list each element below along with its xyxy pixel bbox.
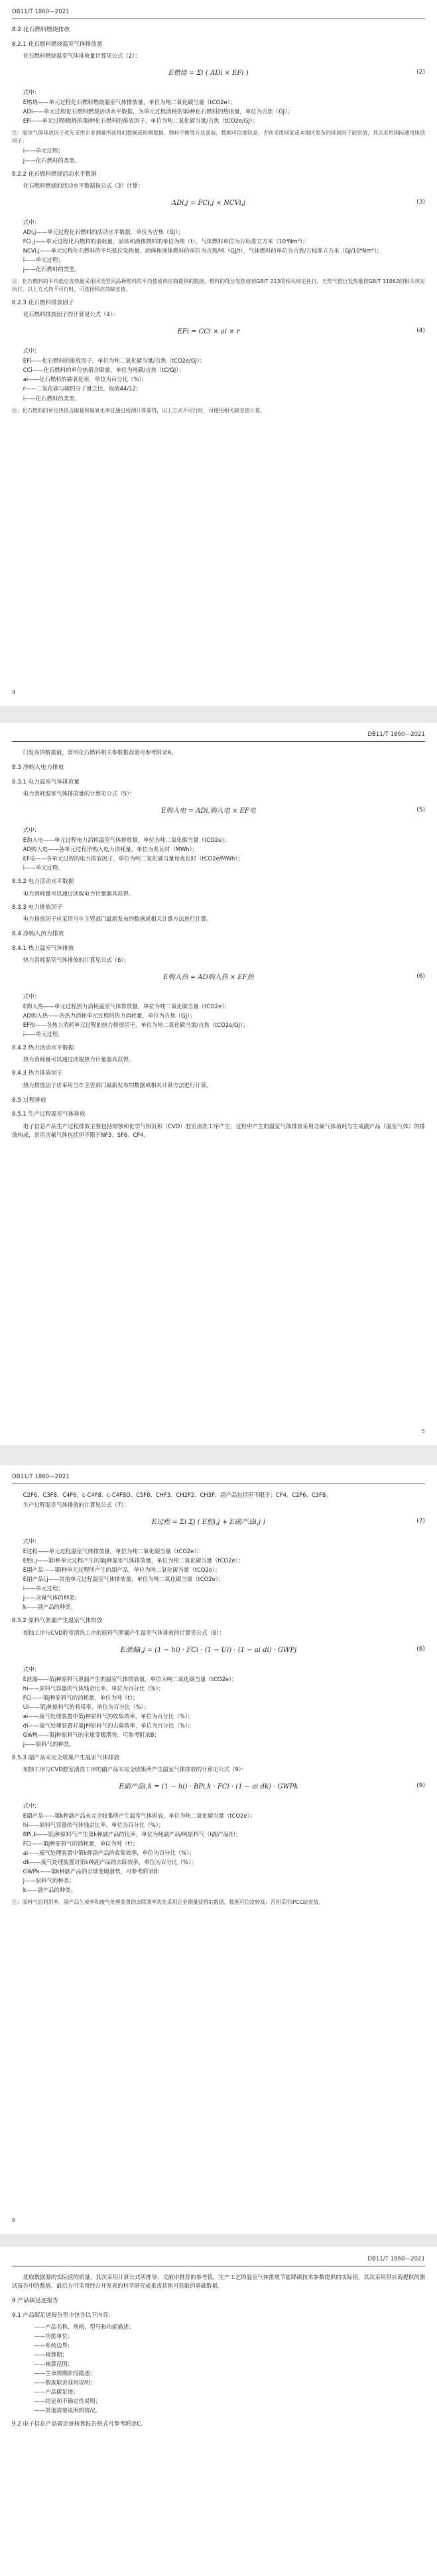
list-item: ——系统边界；	[34, 2342, 74, 2349]
equation-2	[12, 64, 425, 84]
subsection-heading: 8.2.1 化石燃料燃烧温室气体排放量	[12, 40, 103, 48]
paragraph: 化石燃料燃烧的活动水平数据按公式（3）计算：	[23, 182, 143, 189]
list-item: ——功能单位；	[34, 2333, 74, 2340]
paragraph: 化石燃料燃烧温室气体排放量计算见公式（2）：	[23, 52, 141, 60]
where-label: 式中：	[23, 827, 40, 834]
definition-item: E副产品——第k种副产品未完全收集所产生温室气体排放，单位为吨二氧化碳当量（tCO2e）；	[23, 1812, 256, 1820]
page-header: DB11/T 1860—2021	[12, 1473, 425, 1484]
definition-item: E副产品——第i种单元过程所产生的副产品，单位为吨二氧化碳当量（tCO2e）；	[23, 1566, 221, 1574]
note: 注：原料气的利用率、副产品生成率和废气处理装置的去除效率优先采用企业测量获得的数据，数据可信度较高；否则采用IPCC缺省值。	[12, 1899, 324, 1906]
list-item: ——数据取舍准则说明；	[34, 2379, 95, 2386]
definition-item: EFi——化石燃料的排放因子，单位为吨二氧化碳当量/吉焦（tCO2e/GJ）；	[23, 357, 206, 365]
equation-number: (6)	[416, 972, 425, 980]
equation-number: (5)	[416, 807, 425, 814]
paragraph: 电力消耗量可以通过读取电力计量器具获得。	[23, 890, 135, 897]
equation-number: (7)	[416, 1518, 425, 1525]
definition-item: EF电——各单元过程的电力排放因子，单位为吨二氧化碳当量每兆瓦时（tCO2e/MWh）；	[23, 855, 243, 862]
definition-item: j——原料气的种类。	[23, 1740, 75, 1747]
definition-item: GWPj——第j种原料气的全球变暖潜势，可参考附录B；	[23, 1731, 160, 1738]
page-header: DB11/T 1860—2021	[12, 8, 425, 19]
paragraph: 热力排放因子应采用当年主管部门最新发布的数据或相关计算方法进行计算。	[23, 1081, 212, 1088]
definition-item: i——单元过程。	[23, 1031, 64, 1038]
definition-item: Ui——第j种原料气的利用率，单位为百分比（%）；	[23, 1703, 150, 1710]
equation-formula: E副产品i,k = (1 − hi) · BPi,k · FCi · (1 − ai dk) · GWPk	[119, 1783, 298, 1791]
equation-number: (4)	[416, 327, 425, 335]
page-header: DB11/T 1860—2021	[12, 2255, 425, 2266]
definition-item: di——废气处理装置对第j种原料气的去除效率，单位为百分比（%）；	[23, 1722, 194, 1729]
definition-item: E过程——单元过程温室气体排放量，单位为吨二氧化碳当量（tCO2e）；	[23, 1548, 202, 1555]
paragraph: 刻蚀工序与CVD腔室清洗工序的原料气泄漏产生温室气体排放的计算见公式（8）：	[23, 1629, 225, 1636]
section-heading: 8.5 过程排放	[12, 1096, 46, 1104]
equation-number: (2)	[416, 69, 425, 76]
paragraph: 热力消耗温室气体排放的计算见公式（6）：	[23, 956, 130, 963]
definition-item: j——化石燃料的类型。	[23, 156, 80, 164]
equation-5	[12, 802, 425, 822]
equation-formula: E燃烧 = Σi ( ADi × EFi )	[168, 70, 249, 78]
subsection-heading: 8.3.3 电力排放因子	[12, 904, 63, 911]
note: 注：化石燃料的单位热值含碳量和碳氧化率宜通过检测计算获得，以上方式不可行时，可使用相关缺省值计算。	[12, 407, 266, 414]
paragraph: 选取数据源的实际值的质量，其次采用计算公式所推导，文献中推荐的参考值，生产工艺的温室气体排放节能降碳技术参数提供的实际值，其次采用供应商提供的测试报告中的数值。最后方可采用经公开发表的科学研究成果或其他可获取的基础数据。	[12, 2274, 425, 2290]
definition-item: E腔i,j——第i种单元过程产生的第j种温室气体排放量，单位为吨二氧化碳当量（tCO2e）；	[23, 1557, 244, 1564]
equation-7	[12, 1513, 425, 1533]
where-label: 式中：	[23, 89, 40, 96]
equation-formula: E购入电 = ADi,购入电 × EF电	[161, 807, 256, 815]
document-page-1	[0, 0, 437, 706]
equation-formula: EFi = CCi × ai × r	[177, 328, 240, 336]
paragraph: 热力消耗量可以通过读取热力计量器具获得。	[23, 1056, 135, 1063]
list-item: ——产品碳足迹；	[34, 2388, 79, 2396]
definition-item: NCVi,j——单元过程化石燃料的平均低位发热量，固体和液体燃料的单位为吉焦/吨（GJ/t），气体燃料的单位为吉焦/万标准立方米（GJ/10⁴Nm³）；	[23, 247, 383, 254]
paragraph: 电力消耗温室气体排放量的计算见公式（5）：	[23, 790, 135, 797]
paragraph: 化石燃料排放因子的计算见公式（4）：	[23, 311, 119, 318]
section-heading: 8.2 化石燃料燃烧排放	[12, 27, 70, 34]
page-number: 6	[12, 2217, 16, 2223]
section-heading: 8.4 净购入热力排放	[12, 931, 64, 938]
definition-item: AD购入电——各单元过程净购入电力消耗量，单位为兆瓦时（MWh）；	[23, 846, 198, 853]
equation-6	[12, 968, 425, 988]
page-number: 4	[12, 689, 16, 695]
definition-item: k——副产品的种类。	[23, 1887, 77, 1894]
definition-item: BPi,k——第j种原料气产生第k种副产品的比率，单位为吨副产品/吨原料气（t副产品/t）；	[23, 1831, 241, 1838]
equation-4	[12, 323, 425, 343]
subsection-heading: 9.2 电子信息产品碳足迹核算报告格式可参考附录C。	[12, 2421, 147, 2428]
paragraph: 门发布的数据值，常用化石燃料相关参数推荐值可参考附录A。	[23, 749, 177, 756]
equation-number: (9)	[416, 1783, 425, 1790]
list-item: ——结论和不确定性说明；	[34, 2398, 101, 2405]
definition-item: EF热——各热力消耗单元过程的热力排放因子，单位为吨二氧化碳当量/吉焦（tCO2e/GJ）；	[23, 1022, 249, 1029]
definition-item: ai——废气处理装置中第k种副产品的收集效率，单位为百分比（%）；	[23, 1849, 195, 1857]
definition-item: hi——原料气容器的气体残余比率，单位为百分比（%）；	[23, 1684, 164, 1692]
equation-formula: ADi,j = FCi,j × NCVi,j	[171, 199, 246, 207]
list-item: ——核算范围；	[34, 2361, 74, 2368]
where-label: 式中：	[23, 992, 40, 1000]
definition-item: ai——废气处理装置中第j种原料气的收集效率，单位为百分比（%）；	[23, 1712, 194, 1720]
equation-number: (8)	[416, 1645, 425, 1653]
page-header: DB11/T 1860—2021	[12, 731, 425, 742]
list-item: ——产品名称、规格、型号和功能描述；	[34, 2323, 135, 2331]
definition-item: E燃烧——单元过程化石燃料燃烧温室气体排放量，单位为吨二氧化碳当量（tCO2e）；	[23, 99, 236, 106]
definition-item: i——单元过程。	[23, 864, 64, 872]
where-label: 式中：	[23, 218, 40, 225]
subsection-heading: 8.2.3 化石燃料排放因子	[12, 300, 74, 307]
equation-9	[12, 1778, 425, 1798]
paragraph: 电力排放因子应采用当年主管部门最新发布的数据或相关计算方法进行计算。	[23, 915, 212, 922]
definition-item: AD购入热——各热力消耗单元过程的热力消耗量，单位为吉焦（GJ）；	[23, 1012, 196, 1019]
definition-item: E购入热——单元过程热力消耗温室气体排放量，单位为吨二氧化碳当量（tCO2e）；	[23, 1002, 230, 1010]
list-item: ——核算期；	[34, 2351, 68, 2359]
section-heading: 8.3 净购入电力排放	[12, 764, 64, 772]
list-item: ——生命周期阶段描述；	[34, 2370, 95, 2377]
paragraph: 刻蚀工序与CVD腔室清洗工序的副产品未完全收集所产生温室气体排放的计算见公式（9）：	[23, 1766, 247, 1773]
definition-item: ai——化石燃料的碳氧化率，单位为百分比（%）；	[23, 376, 147, 383]
where-label: 式中：	[23, 1802, 40, 1810]
definition-item: hi——原料气容器的气体残余比率，单位为百分比（%）；	[23, 1822, 164, 1829]
document-page-4	[0, 2247, 437, 2576]
where-label: 式中：	[23, 1665, 40, 1672]
document-page-2	[0, 723, 437, 1445]
definition-item: i——单元过程；	[23, 1585, 64, 1592]
definition-item: GWPk——第k种副产品的全球变暖潜势，可参考附录B；	[23, 1868, 163, 1875]
document-page-3	[0, 1465, 437, 2234]
definition-item: i——化石燃料的类型。	[23, 394, 80, 402]
note: 注：温室气体排放因子优先采用企业测量所获得的数据或检测数据，物料平衡等方法获取，数据可信度较高；否则采用国家或本地区发布的排放因子缺省值，其次采用国际通用排放因子。	[12, 130, 425, 145]
paragraph: C2F6、C3F8、C4F6、c-C4F8、c-C4F8O、C5F8、CHF3、CH2F2、CH3F、副产品包括但不限于：CF4、C2F6、C3F8。	[23, 1492, 332, 1499]
definition-item: dk——废气处理装置对第k种副产品的去除效率，单位为百分比（%）；	[23, 1859, 197, 1866]
definition-item: E副产品i,j——其他单元过程温室气体排放量，单位为吨二氧化碳当量（tCO2e）；	[23, 1576, 224, 1583]
subsection-heading: 8.5.3 副产品未完全收集产生温室气体排放	[12, 1754, 120, 1761]
subsection-heading: 8.5.2 原料气泄漏产生温室气体排放	[12, 1617, 103, 1625]
definition-item: EFi——单元过程i燃烧的第i种化石燃料的排放因子，单位为吨二氧化碳当量/吉焦（tCO2e/GJ）；	[23, 117, 259, 125]
definition-item: i——单元过程；	[23, 147, 64, 154]
equation-formula: E泄漏i,j = (1 − hi) · FCi · (1 − Ui) · (1 − ai di) · GWPj	[120, 1646, 297, 1654]
definition-item: FCi——第j种原料气的消耗量，单位为吨（t）；	[23, 1840, 139, 1847]
definition-item: k——副产品的种类。	[23, 1604, 77, 1611]
subsection-heading: 8.4.2 热力活动水平数据	[12, 1045, 74, 1052]
subsection-heading: 8.3.2 电力活动水平数据	[12, 878, 74, 886]
definition-item: j——原料气的种类；	[23, 1877, 75, 1885]
note: 注：化石燃料的平均低位发热量采用同类型同品种燃料的平均值或供应商提供的数据，燃料的低位发热值按GB/T 213的相关规定执行，天然气低位发热量按GB/T 11062的相关规定执行。以上方式均不可行时，可选择相应的缺省值。	[12, 278, 425, 293]
subsection-heading: 8.5.1 生产过程温室气体排放	[12, 1111, 86, 1118]
definition-item: i——单元过程；	[23, 256, 64, 263]
paragraph: 电子信息产品生产过程排放主要包括刻蚀和化学气相沉积（CVD）腔室清洗工序产生，过程中产生的温室气体排放采用含氟气体消耗与生成副产品（温室气体）的排放构成，常用含氟气体包括但不限于NF3、SF6、CF4、	[12, 1122, 425, 1138]
where-label: 式中：	[23, 347, 40, 355]
definition-item: j——含氟气体的种类；	[23, 1594, 80, 1602]
equation-number: (3)	[416, 198, 425, 205]
definition-item: E泄漏——第j种原料气泄漏产生的温室气体排放量，单位为吨二氧化碳当量（tCO2e）；	[23, 1675, 237, 1682]
paragraph: 生产过程温室气体排放的计算见公式（7）：	[23, 1501, 130, 1509]
page-number: 5	[421, 1428, 425, 1434]
definition-item: r——二氧化碳与碳的分子量之比，取值44/12；	[23, 385, 142, 392]
definition-item: E购入电——单元过程电力消耗温室气体排放量，单位为吨二氧化碳当量（tCO2e）；	[23, 837, 230, 844]
section-heading: 9 产品碳足迹报告	[12, 2298, 58, 2305]
definition-item: FCi——第j种原料气的消耗量，单位为吨（t）；	[23, 1694, 139, 1701]
definition-item: j——化石燃料的类型。	[23, 265, 80, 272]
subsection-heading: 8.4.3 热力排放因子	[12, 1070, 63, 1077]
subsection-heading: 8.4.1 热力温室气体排放	[12, 945, 74, 952]
definition-item: ADi——单元过程化石燃料燃烧活动水平数据，为单元过程消耗的第i种化石燃料的热值量，单位为吉焦（GJ）；	[23, 108, 293, 115]
equation-formula: E购入热 = AD购入热 × EF热	[163, 973, 254, 981]
subsection-heading: 8.2.2 化石燃料燃烧活动水平数据	[12, 170, 97, 178]
subsection-heading: 8.3.1 电力温室气体排放量	[12, 778, 80, 786]
equation-3	[12, 194, 425, 214]
definition-item: ADi,j——单元过程化石燃料的活动水平数据，单位为吉焦（GJ）；	[23, 228, 184, 235]
definition-item: CCi——化石燃料的单位热值含碳量，单位为吨碳/吉焦（tC/GJ）；	[23, 367, 184, 374]
equation-8	[12, 1641, 425, 1661]
list-item: ——其他需要说明的情况。	[34, 2407, 101, 2414]
where-label: 式中：	[23, 1538, 40, 1545]
definition-item: FCi,j——单元过程化石燃料的消耗量，固体和液体燃料的单位为吨（t），气体燃料单位为万标准立方米（10⁴Nm³）；	[23, 237, 308, 245]
subsection-heading: 9.1 产品碳足迹报告至少包含以下内容：	[12, 2312, 114, 2319]
equation-formula: E过程 = Σi Σj ( E腔i,j + E副产品i,j )	[151, 1519, 266, 1527]
